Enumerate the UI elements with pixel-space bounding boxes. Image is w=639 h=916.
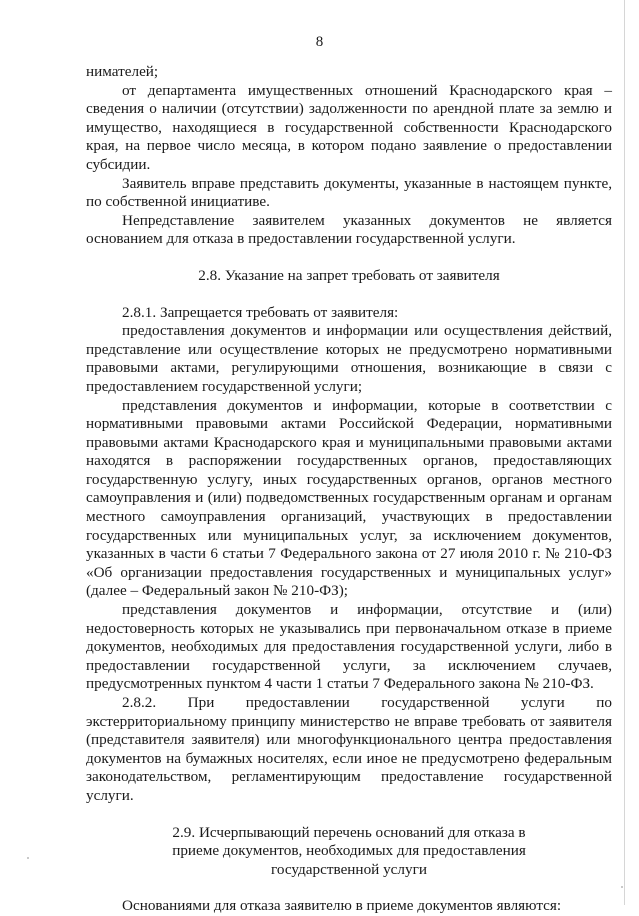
section-heading-2-9-line3: государственной услуги bbox=[271, 860, 427, 878]
paragraph: представления документов и информации, отсутствие и (или) недостоверность которых не указывались при первоначальном отказе в приеме документов, необходимых для предоставления государственной услуги, либо в предоставлении государственной услуги, за исключением случаев, предусмотренных пунктом 4 части 1 статьи 7 Федерального закона № 210-ФЗ. bbox=[86, 601, 612, 693]
document-body bbox=[86, 63, 612, 916]
paragraph: 2.8.2. При предоставлении государственной услуги по экстерриториальному принципу министерство не вправе требовать от заявителя (представителя заявителя) или многофункционального центра предоставления документов на бумажных носителях, если иное не предусмотрено федеральным законодательством, регламентирующим предоставление государственной услуги. bbox=[86, 694, 612, 804]
section-heading-2-9-line2: приеме документов, необходимых для предоставления bbox=[172, 842, 526, 860]
scan-speck bbox=[27, 857, 29, 859]
scan-speck bbox=[621, 886, 623, 888]
scan-edge-line bbox=[624, 0, 625, 905]
paragraph: Заявитель вправе представить документы, указанные в настоящем пункте, по собственной инициативе. bbox=[86, 174, 612, 211]
paragraph: предоставления документов и информации или осуществления действий, представление или осуществление которых не предусмотрено нормативными правовыми актами, регулирующими отношения, возникающие в связи с предоставлением государственной услуги; bbox=[86, 322, 612, 395]
paragraph: 2.8.1. Запрещается требовать от заявителя: bbox=[122, 303, 399, 321]
paragraph: от департамента имущественных отношений Краснодарского края – сведения о наличии (отсутствии) задолженности по арендной плате за землю и имущество, находящиеся в государственной собственности Краснодарского края, на первое число месяца, в котором подано заявление о предоставлении субсидии. bbox=[86, 81, 612, 173]
page-number: 8 bbox=[315, 34, 324, 50]
paragraph: Основаниями для отказа заявителю в приеме документов являются: bbox=[122, 897, 562, 915]
section-heading-2-8: 2.8. Указание на запрет требовать от заявителя bbox=[198, 266, 500, 284]
paragraph: Непредставление заявителем указанных документов не является основанием для отказа в предоставлении государственной услуги. bbox=[86, 211, 612, 248]
paragraph: нимателей; bbox=[86, 63, 159, 80]
paragraph: представления документов и информации, которые в соответствии с нормативными правовыми актами Российской Федерации, нормативными правовыми актами Краснодарского края и муниципальными правовыми актами находятся в распоряжении государственных органов, предоставляющих государственную услугу, иных государственных органов, органов местного самоуправления и (или) подведомственных государственным органам и органам местного самоуправления организаций, участвующих в предоставлении государственных или муниципальных услуг, за исключением документов, указанных в части 6 статьи 7 Федерального закона от 27 июля 2010 г. № 210-ФЗ «Об организации предоставления государственных и муниципальных услуг» (далее – Федеральный закон № 210-ФЗ); bbox=[86, 396, 612, 600]
section-heading-2-9-line1: 2.9. Исчерпывающий перечень оснований для отказа в bbox=[172, 823, 526, 841]
